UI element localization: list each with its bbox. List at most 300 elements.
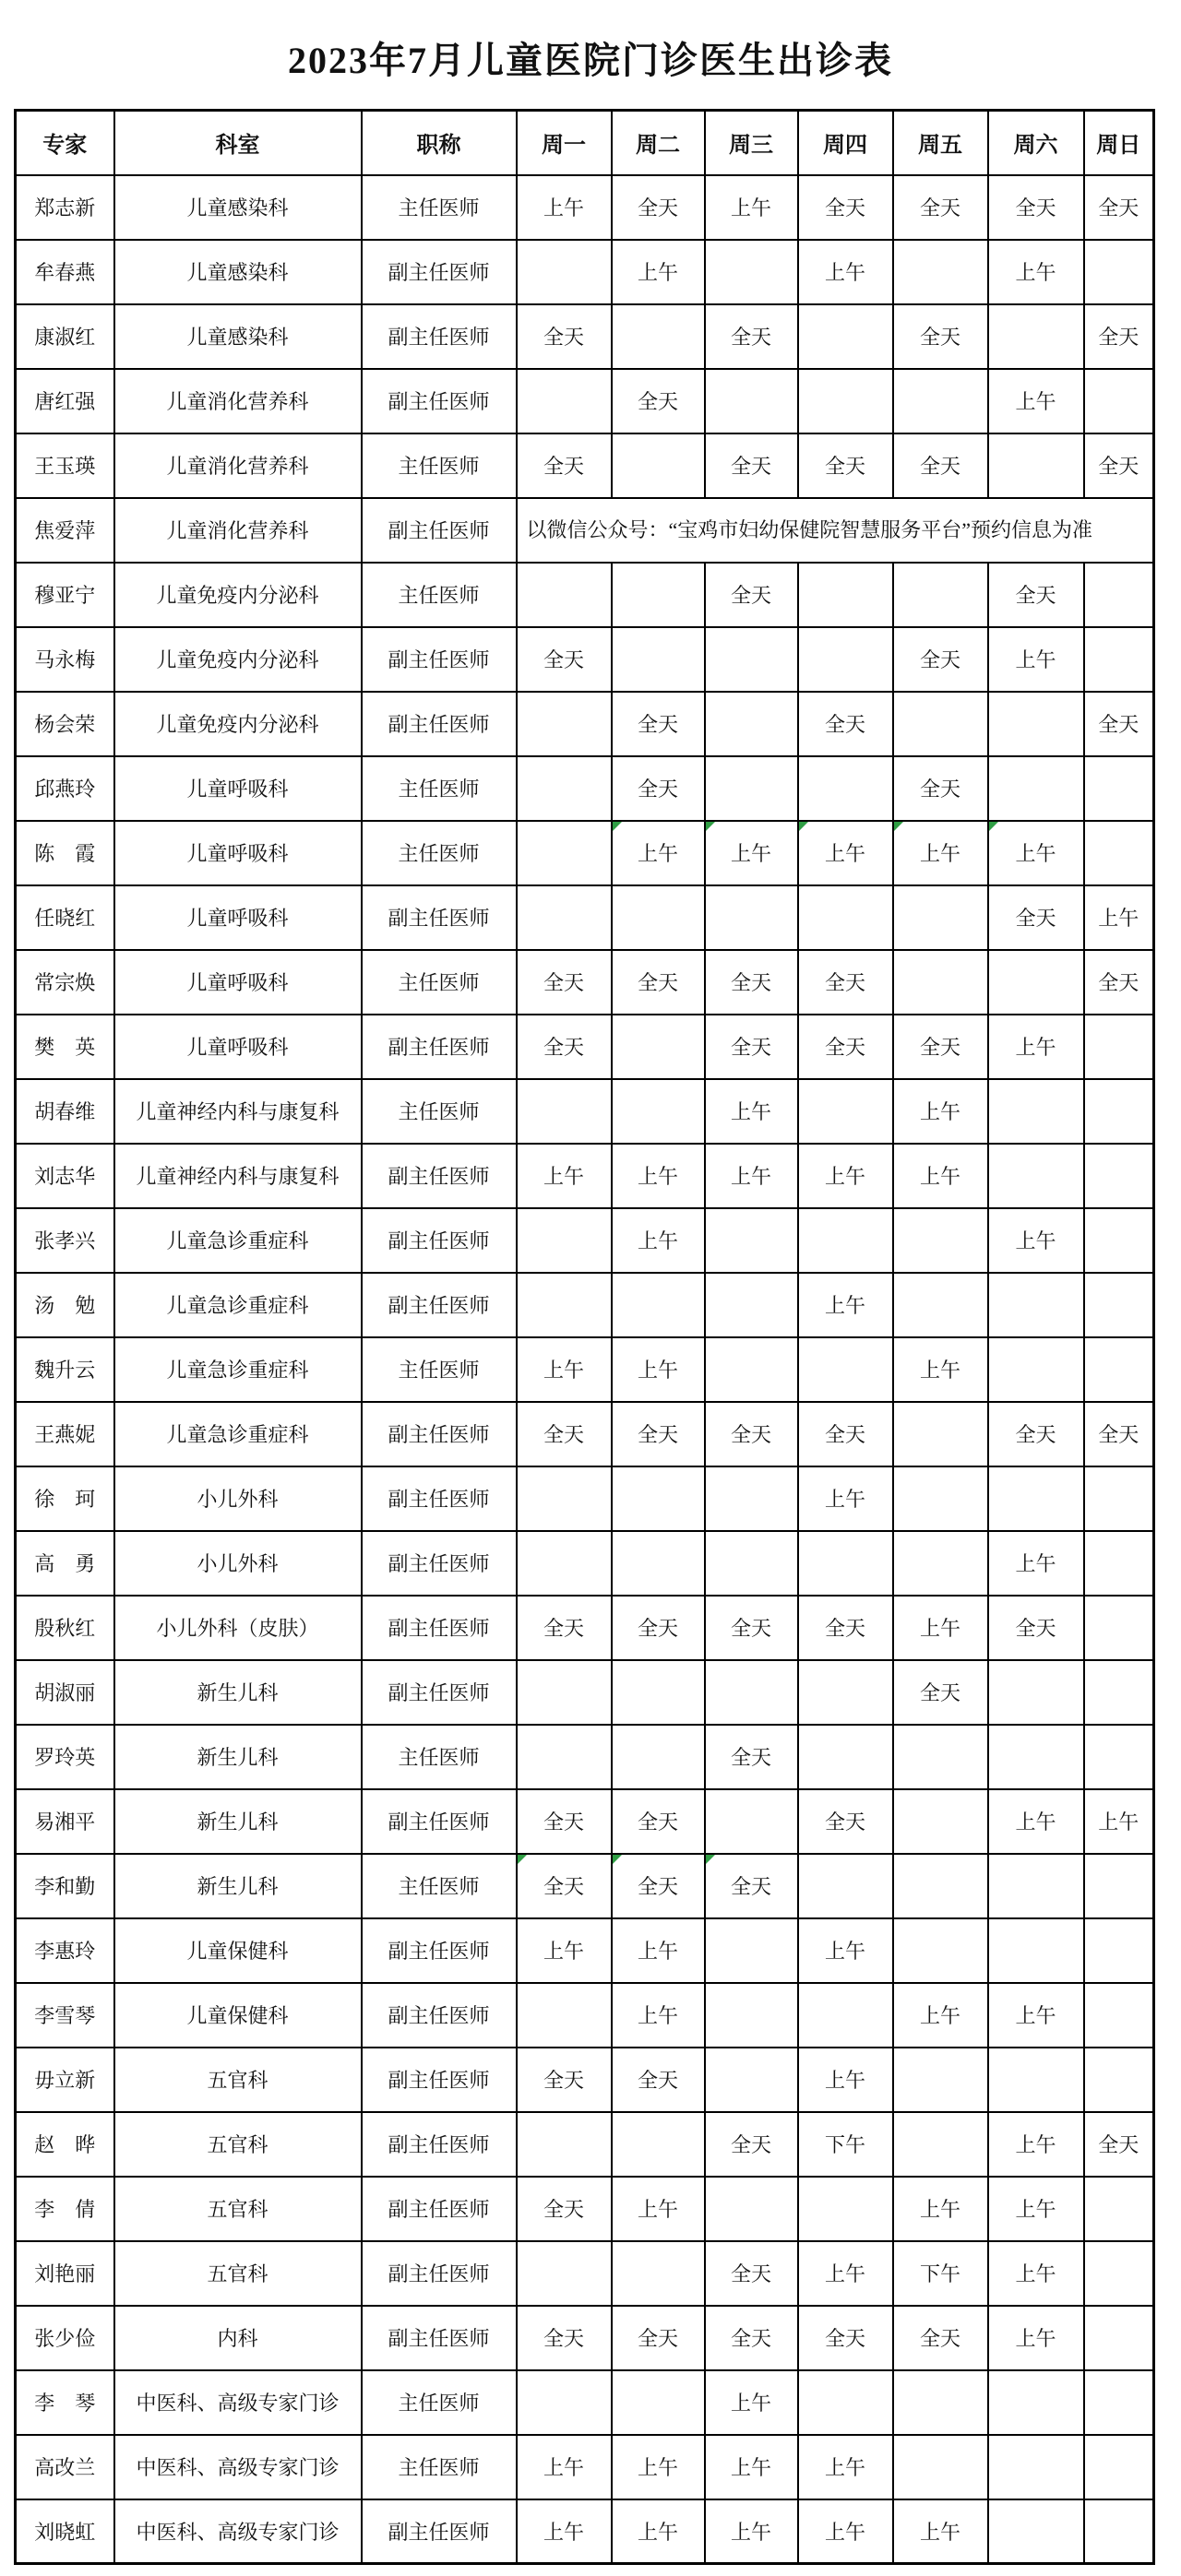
day-cell — [517, 1983, 612, 2048]
day-cell: 上午 — [517, 2499, 612, 2564]
day-cell: 上午 — [893, 821, 988, 885]
table-row — [16, 1273, 1154, 1337]
day-cell — [893, 1531, 988, 1596]
day-cell: 全天 — [893, 1660, 988, 1725]
department-cell: 儿童急诊重症科 — [114, 1402, 362, 1466]
day-cell — [988, 1337, 1084, 1402]
job-title-cell: 副主任医师 — [362, 1273, 517, 1337]
department-cell: 中医科、高级专家门诊 — [114, 2499, 362, 2564]
day-cell: 下午 — [893, 2241, 988, 2306]
day-cell — [517, 1079, 612, 1144]
day-cell: 上午 — [612, 2435, 705, 2499]
day-cell — [798, 304, 893, 369]
day-cell — [893, 692, 988, 756]
table-row — [16, 563, 1154, 627]
job-title-cell: 副主任医师 — [362, 692, 517, 756]
table-row — [16, 1144, 1154, 1208]
day-cell — [612, 1273, 705, 1337]
expert-name-cell: 徐 珂 — [16, 1466, 114, 1531]
day-cell: 上午 — [988, 627, 1084, 692]
expert-name-cell: 郑志新 — [16, 175, 114, 240]
table-row — [16, 2177, 1154, 2241]
day-cell: 上午 — [988, 1983, 1084, 2048]
job-title-cell: 副主任医师 — [362, 1208, 517, 1273]
day-cell: 上午 — [1084, 1789, 1154, 1854]
table-row — [16, 369, 1154, 433]
day-cell — [705, 240, 798, 304]
department-cell: 儿童急诊重症科 — [114, 1337, 362, 1402]
day-cell — [988, 950, 1084, 1015]
department-cell: 儿童呼吸科 — [114, 885, 362, 950]
day-cell: 全天 — [988, 1596, 1084, 1660]
expert-name-cell: 汤 勉 — [16, 1273, 114, 1337]
department-cell: 儿童急诊重症科 — [114, 1273, 362, 1337]
day-cell: 全天 — [705, 1854, 798, 1918]
day-cell: 全天 — [893, 433, 988, 498]
table-row — [16, 304, 1154, 369]
day-cell — [798, 369, 893, 433]
day-cell — [612, 627, 705, 692]
day-cell: 上午 — [798, 821, 893, 885]
department-cell: 内科 — [114, 2306, 362, 2370]
day-cell — [612, 433, 705, 498]
job-title-cell: 副主任医师 — [362, 1402, 517, 1466]
day-cell — [988, 1144, 1084, 1208]
table-row — [16, 692, 1154, 756]
day-cell — [1084, 1531, 1154, 1596]
day-cell: 上午 — [893, 1983, 988, 2048]
day-cell: 全天 — [705, 433, 798, 498]
day-cell: 上午 — [705, 1079, 798, 1144]
column-header: 专家 — [16, 111, 114, 175]
job-title-cell: 副主任医师 — [362, 2048, 517, 2112]
expert-name-cell: 马永梅 — [16, 627, 114, 692]
day-cell — [1084, 627, 1154, 692]
table-row — [16, 1531, 1154, 1596]
day-cell — [517, 2241, 612, 2306]
day-cell — [517, 1660, 612, 1725]
day-cell — [1084, 1337, 1154, 1402]
day-cell — [517, 1273, 612, 1337]
table-row — [16, 1466, 1154, 1531]
day-cell: 全天 — [798, 433, 893, 498]
department-cell: 五官科 — [114, 2177, 362, 2241]
table-row — [16, 627, 1154, 692]
expert-name-cell: 王玉瑛 — [16, 433, 114, 498]
day-cell: 上午 — [988, 2177, 1084, 2241]
job-title-cell: 主任医师 — [362, 950, 517, 1015]
table-row — [16, 1208, 1154, 1273]
expert-name-cell: 殷秋红 — [16, 1596, 114, 1660]
day-cell: 上午 — [612, 2177, 705, 2241]
expert-name-cell: 常宗焕 — [16, 950, 114, 1015]
job-title-cell: 副主任医师 — [362, 2241, 517, 2306]
day-cell: 全天 — [798, 1596, 893, 1660]
day-cell: 上午 — [612, 2499, 705, 2564]
day-cell: 上午 — [517, 1144, 612, 1208]
day-cell — [893, 563, 988, 627]
day-cell: 全天 — [705, 563, 798, 627]
table-row — [16, 821, 1154, 885]
day-cell: 上午 — [798, 1144, 893, 1208]
job-title-cell: 副主任医师 — [362, 1983, 517, 2048]
expert-name-cell: 刘志华 — [16, 1144, 114, 1208]
day-cell: 全天 — [517, 2177, 612, 2241]
expert-name-cell: 焦爱萍 — [16, 498, 114, 563]
day-cell: 全天 — [988, 885, 1084, 950]
day-cell: 全天 — [1084, 2112, 1154, 2177]
expert-name-cell: 胡淑丽 — [16, 1660, 114, 1725]
day-cell — [988, 2435, 1084, 2499]
day-cell — [705, 692, 798, 756]
job-title-cell: 副主任医师 — [362, 2112, 517, 2177]
job-title-cell: 主任医师 — [362, 1725, 517, 1789]
expert-name-cell: 易湘平 — [16, 1789, 114, 1854]
day-cell — [988, 692, 1084, 756]
day-cell — [798, 2177, 893, 2241]
day-cell: 上午 — [612, 821, 705, 885]
day-cell: 全天 — [517, 2306, 612, 2370]
day-cell — [893, 2112, 988, 2177]
table-row — [16, 433, 1154, 498]
day-cell — [798, 756, 893, 821]
day-cell: 全天 — [517, 1789, 612, 1854]
day-cell: 全天 — [705, 1725, 798, 1789]
day-cell: 全天 — [798, 692, 893, 756]
day-cell — [1084, 563, 1154, 627]
day-cell — [1084, 2177, 1154, 2241]
job-title-cell: 副主任医师 — [362, 1531, 517, 1596]
day-cell: 全天 — [705, 304, 798, 369]
day-cell: 上午 — [988, 2306, 1084, 2370]
day-cell — [1084, 1918, 1154, 1983]
day-cell — [612, 1725, 705, 1789]
day-cell — [517, 692, 612, 756]
expert-name-cell: 任晓红 — [16, 885, 114, 950]
day-cell — [798, 1208, 893, 1273]
table-row — [16, 2306, 1154, 2370]
day-cell — [517, 1725, 612, 1789]
day-cell: 上午 — [612, 1208, 705, 1273]
column-header: 科室 — [114, 111, 362, 175]
table-row — [16, 1596, 1154, 1660]
day-cell — [612, 1079, 705, 1144]
day-cell — [893, 1466, 988, 1531]
day-cell: 上午 — [893, 1337, 988, 1402]
day-cell: 全天 — [705, 2241, 798, 2306]
table-row — [16, 885, 1154, 950]
day-cell: 上午 — [798, 2241, 893, 2306]
day-cell — [798, 1079, 893, 1144]
day-cell — [988, 304, 1084, 369]
day-cell — [517, 2112, 612, 2177]
day-cell: 上午 — [798, 1918, 893, 1983]
day-cell: 上午 — [988, 240, 1084, 304]
day-cell: 全天 — [1084, 1402, 1154, 1466]
expert-name-cell: 李 琴 — [16, 2370, 114, 2435]
expert-name-cell: 高改兰 — [16, 2435, 114, 2499]
day-cell — [988, 1725, 1084, 1789]
job-title-cell: 主任医师 — [362, 1854, 517, 1918]
day-cell — [612, 1531, 705, 1596]
day-cell: 上午 — [798, 2435, 893, 2499]
department-cell: 小儿外科 — [114, 1466, 362, 1531]
day-cell: 上午 — [988, 1531, 1084, 1596]
day-cell: 上午 — [988, 821, 1084, 885]
department-cell: 五官科 — [114, 2048, 362, 2112]
title-band — [0, 0, 1181, 109]
column-header: 周四 — [798, 111, 893, 175]
department-cell: 儿童保健科 — [114, 1983, 362, 2048]
expert-name-cell: 刘晓虹 — [16, 2499, 114, 2564]
table-row — [16, 498, 1154, 563]
day-cell: 上午 — [988, 1208, 1084, 1273]
day-cell — [705, 627, 798, 692]
day-cell: 上午 — [517, 1337, 612, 1402]
day-cell: 全天 — [893, 1015, 988, 1079]
day-cell: 全天 — [517, 627, 612, 692]
day-cell: 全天 — [517, 1015, 612, 1079]
column-header: 周二 — [612, 111, 705, 175]
day-cell — [612, 563, 705, 627]
department-cell: 儿童免疫内分泌科 — [114, 627, 362, 692]
department-cell: 儿童神经内科与康复科 — [114, 1144, 362, 1208]
expert-name-cell: 李 倩 — [16, 2177, 114, 2241]
expert-name-cell: 赵 晔 — [16, 2112, 114, 2177]
day-cell — [612, 304, 705, 369]
day-cell — [893, 950, 988, 1015]
day-cell — [517, 885, 612, 950]
day-cell — [893, 1402, 988, 1466]
day-cell: 全天 — [893, 627, 988, 692]
day-cell — [988, 1273, 1084, 1337]
day-cell: 全天 — [705, 950, 798, 1015]
expert-name-cell: 张孝兴 — [16, 1208, 114, 1273]
day-cell — [705, 1337, 798, 1402]
table-row — [16, 240, 1154, 304]
day-cell — [988, 433, 1084, 498]
day-cell — [1084, 2048, 1154, 2112]
day-cell: 全天 — [1084, 175, 1154, 240]
department-cell: 儿童免疫内分泌科 — [114, 563, 362, 627]
department-cell: 儿童保健科 — [114, 1918, 362, 1983]
department-cell: 中医科、高级专家门诊 — [114, 2435, 362, 2499]
day-cell: 全天 — [705, 1402, 798, 1466]
day-cell: 上午 — [612, 1983, 705, 2048]
day-cell — [517, 1208, 612, 1273]
day-cell: 全天 — [893, 175, 988, 240]
day-cell — [798, 885, 893, 950]
job-title-cell: 副主任医师 — [362, 240, 517, 304]
department-cell: 儿童消化营养科 — [114, 498, 362, 563]
day-cell — [1084, 1273, 1154, 1337]
day-cell: 全天 — [612, 950, 705, 1015]
department-cell: 儿童呼吸科 — [114, 1015, 362, 1079]
job-title-cell: 副主任医师 — [362, 1596, 517, 1660]
day-cell: 上午 — [517, 1918, 612, 1983]
day-cell: 上午 — [517, 175, 612, 240]
day-cell: 全天 — [612, 175, 705, 240]
job-title-cell: 主任医师 — [362, 756, 517, 821]
header-row — [16, 111, 1154, 175]
day-cell — [1084, 369, 1154, 433]
department-cell: 儿童急诊重症科 — [114, 1208, 362, 1273]
job-title-cell: 副主任医师 — [362, 369, 517, 433]
day-cell: 上午 — [612, 1144, 705, 1208]
expert-name-cell: 康淑红 — [16, 304, 114, 369]
job-title-cell: 副主任医师 — [362, 1789, 517, 1854]
day-cell — [612, 2241, 705, 2306]
day-cell — [705, 1531, 798, 1596]
day-cell — [893, 1854, 988, 1918]
day-cell — [988, 1854, 1084, 1918]
day-cell: 全天 — [798, 1789, 893, 1854]
day-cell — [798, 1854, 893, 1918]
department-cell: 中医科、高级专家门诊 — [114, 2370, 362, 2435]
day-cell: 全天 — [798, 175, 893, 240]
day-cell: 上午 — [893, 2177, 988, 2241]
day-cell: 全天 — [988, 563, 1084, 627]
day-cell: 全天 — [612, 369, 705, 433]
day-cell — [893, 1725, 988, 1789]
day-cell — [988, 2499, 1084, 2564]
job-title-cell: 主任医师 — [362, 433, 517, 498]
expert-name-cell: 毋立新 — [16, 2048, 114, 2112]
day-cell — [517, 1531, 612, 1596]
day-cell — [893, 1789, 988, 1854]
column-header: 周日 — [1084, 111, 1154, 175]
day-cell — [988, 1466, 1084, 1531]
day-cell — [798, 1660, 893, 1725]
job-title-cell: 副主任医师 — [362, 2499, 517, 2564]
day-cell: 上午 — [1084, 885, 1154, 950]
department-cell: 小儿外科 — [114, 1531, 362, 1596]
day-cell: 全天 — [893, 2306, 988, 2370]
department-cell: 儿童呼吸科 — [114, 756, 362, 821]
job-title-cell: 副主任医师 — [362, 885, 517, 950]
day-cell — [798, 1531, 893, 1596]
day-cell — [1084, 1466, 1154, 1531]
day-cell — [1084, 1660, 1154, 1725]
day-cell — [517, 1466, 612, 1531]
day-cell — [893, 1918, 988, 1983]
day-cell: 全天 — [798, 950, 893, 1015]
day-cell — [517, 563, 612, 627]
column-header: 周一 — [517, 111, 612, 175]
day-cell — [893, 369, 988, 433]
department-cell: 儿童呼吸科 — [114, 821, 362, 885]
column-header: 职称 — [362, 111, 517, 175]
table-row — [16, 1789, 1154, 1854]
table-row — [16, 2435, 1154, 2499]
day-cell — [1084, 821, 1154, 885]
department-cell: 新生儿科 — [114, 1725, 362, 1789]
table-row — [16, 1402, 1154, 1466]
day-cell: 全天 — [612, 692, 705, 756]
day-cell: 全天 — [705, 1596, 798, 1660]
job-title-cell: 副主任医师 — [362, 1466, 517, 1531]
day-cell — [612, 1015, 705, 1079]
day-cell — [1084, 1079, 1154, 1144]
day-cell: 全天 — [517, 433, 612, 498]
day-cell: 上午 — [893, 1596, 988, 1660]
day-cell: 上午 — [705, 2435, 798, 2499]
job-title-cell: 主任医师 — [362, 2435, 517, 2499]
expert-name-cell: 牟春燕 — [16, 240, 114, 304]
department-cell: 五官科 — [114, 2112, 362, 2177]
table-row — [16, 2112, 1154, 2177]
day-cell — [798, 1983, 893, 2048]
expert-name-cell: 杨会荣 — [16, 692, 114, 756]
job-title-cell: 主任医师 — [362, 563, 517, 627]
department-cell: 儿童神经内科与康复科 — [114, 1079, 362, 1144]
department-cell: 儿童感染科 — [114, 175, 362, 240]
day-cell: 全天 — [798, 2306, 893, 2370]
day-cell — [1084, 756, 1154, 821]
day-cell: 全天 — [705, 2112, 798, 2177]
day-cell — [988, 1918, 1084, 1983]
day-cell — [893, 1273, 988, 1337]
day-cell: 上午 — [893, 2499, 988, 2564]
day-cell: 上午 — [988, 1789, 1084, 1854]
job-title-cell: 主任医师 — [362, 2370, 517, 2435]
table-row — [16, 175, 1154, 240]
expert-name-cell: 李雪琴 — [16, 1983, 114, 2048]
day-cell — [705, 1660, 798, 1725]
expert-name-cell: 樊 英 — [16, 1015, 114, 1079]
day-cell — [893, 1208, 988, 1273]
day-cell — [517, 821, 612, 885]
day-cell — [1084, 2499, 1154, 2564]
day-cell — [1084, 2370, 1154, 2435]
job-title-cell: 副主任医师 — [362, 1015, 517, 1079]
job-title-cell: 副主任医师 — [362, 498, 517, 563]
day-cell: 全天 — [612, 1596, 705, 1660]
day-cell: 上午 — [893, 1079, 988, 1144]
doctor-schedule-table — [14, 109, 1155, 2565]
day-cell: 全天 — [1084, 950, 1154, 1015]
day-cell — [798, 2370, 893, 2435]
expert-name-cell: 穆亚宁 — [16, 563, 114, 627]
day-cell — [988, 1660, 1084, 1725]
day-cell — [705, 369, 798, 433]
day-cell: 上午 — [988, 2241, 1084, 2306]
day-cell — [705, 1983, 798, 2048]
day-cell: 全天 — [988, 1402, 1084, 1466]
expert-name-cell: 王燕妮 — [16, 1402, 114, 1466]
day-cell — [988, 2048, 1084, 2112]
day-cell: 上午 — [988, 2112, 1084, 2177]
day-cell: 全天 — [893, 304, 988, 369]
table-row — [16, 2370, 1154, 2435]
table-row — [16, 2241, 1154, 2306]
day-cell: 全天 — [612, 756, 705, 821]
day-cell: 上午 — [612, 240, 705, 304]
day-cell — [705, 1466, 798, 1531]
day-cell: 全天 — [798, 1015, 893, 1079]
day-cell — [988, 756, 1084, 821]
day-cell: 上午 — [893, 1144, 988, 1208]
job-title-cell: 副主任医师 — [362, 2177, 517, 2241]
table-row — [16, 2048, 1154, 2112]
day-cell: 下午 — [798, 2112, 893, 2177]
day-cell: 全天 — [1084, 433, 1154, 498]
expert-name-cell: 张少俭 — [16, 2306, 114, 2370]
day-cell: 上午 — [798, 240, 893, 304]
day-cell: 上午 — [705, 821, 798, 885]
department-cell: 五官科 — [114, 2241, 362, 2306]
day-cell: 全天 — [612, 1789, 705, 1854]
